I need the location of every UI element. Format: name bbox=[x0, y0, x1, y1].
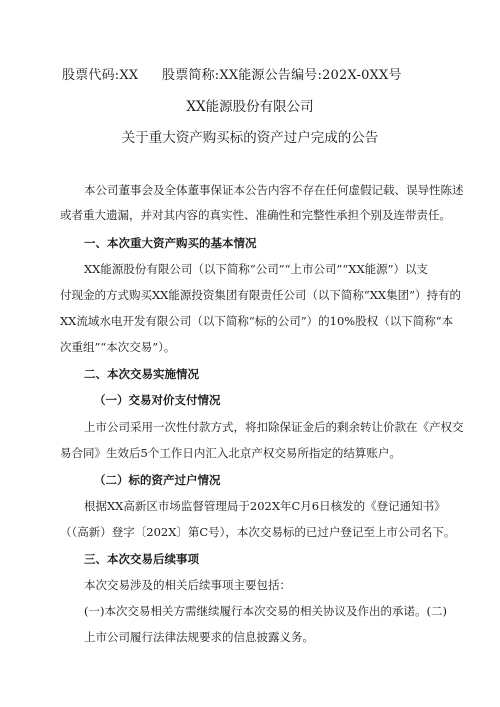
section-heading: 二、本次交易实施情况 bbox=[84, 367, 199, 381]
paragraph-line: 上市公司履行法律法规要求的信息披露义务。 bbox=[84, 630, 314, 644]
paragraph-line: 次重组”“本次交易”）。 bbox=[60, 340, 176, 354]
paragraph-line: 本次交易涉及的相关后续事项主要包括： bbox=[84, 578, 291, 592]
paragraph-line: 易合同》生效后5个工作日内汇入北京产权交易所指定的结算账户。 bbox=[60, 446, 401, 460]
paragraph-line: 上市公司采用一次性付款方式，将扣除保证金后的剩余转让价款在《产权交 bbox=[84, 420, 464, 434]
paragraph-line: XX能源股份有限公司（以下简称“公司”“上市公司”“XX能源”）以支 bbox=[84, 262, 429, 276]
subsection-heading: （二）标的资产过户情况 bbox=[94, 473, 221, 487]
paragraph-line: 付现金的方式购买XX能源投资集团有限责任公司（以下简称“XX集团”）持有的 bbox=[60, 288, 462, 302]
stock-name-and-notice-number: 股票简称:XX能源公告编号:202X-0XX号 bbox=[162, 68, 402, 83]
paragraph-line: 根据XX高新区市场监督管理局于202X年C月6日核发的《登记通知书》 bbox=[84, 499, 446, 513]
section-heading: 三、本次交易后续事项 bbox=[84, 552, 199, 566]
company-name: XX能源股份有限公司 bbox=[186, 99, 314, 115]
paragraph-line: (一)本次交易相关方需继续履行本次交易的相关协议及作出的承诺。(二) bbox=[84, 604, 447, 618]
paragraph-line: XX流域水电开发有限公司（以下简称“标的公司”）的10%股权（以下简称“本 bbox=[60, 314, 454, 328]
subsection-heading: （一）交易对价支付情况 bbox=[94, 393, 221, 407]
stock-code: 股票代码:XX bbox=[62, 68, 139, 83]
intro-line: 本公司董事会及全体董事保证本公告内容不存在任何虚假记载、误导性陈述 bbox=[84, 183, 464, 197]
section-heading: 一、本次重大资产购买的基本情况 bbox=[84, 236, 257, 250]
announcement-title: 关于重大资产购买标的资产过户完成的公告 bbox=[121, 130, 379, 146]
paragraph-line: （（高新）登字〔202X〕第C号），本次交易标的已过户登记至上市公司名下。 bbox=[60, 525, 456, 539]
intro-line: 或者重大遗漏，并对其内容的真实性、准确性和完整性承担个别及连带责任。 bbox=[60, 208, 451, 222]
